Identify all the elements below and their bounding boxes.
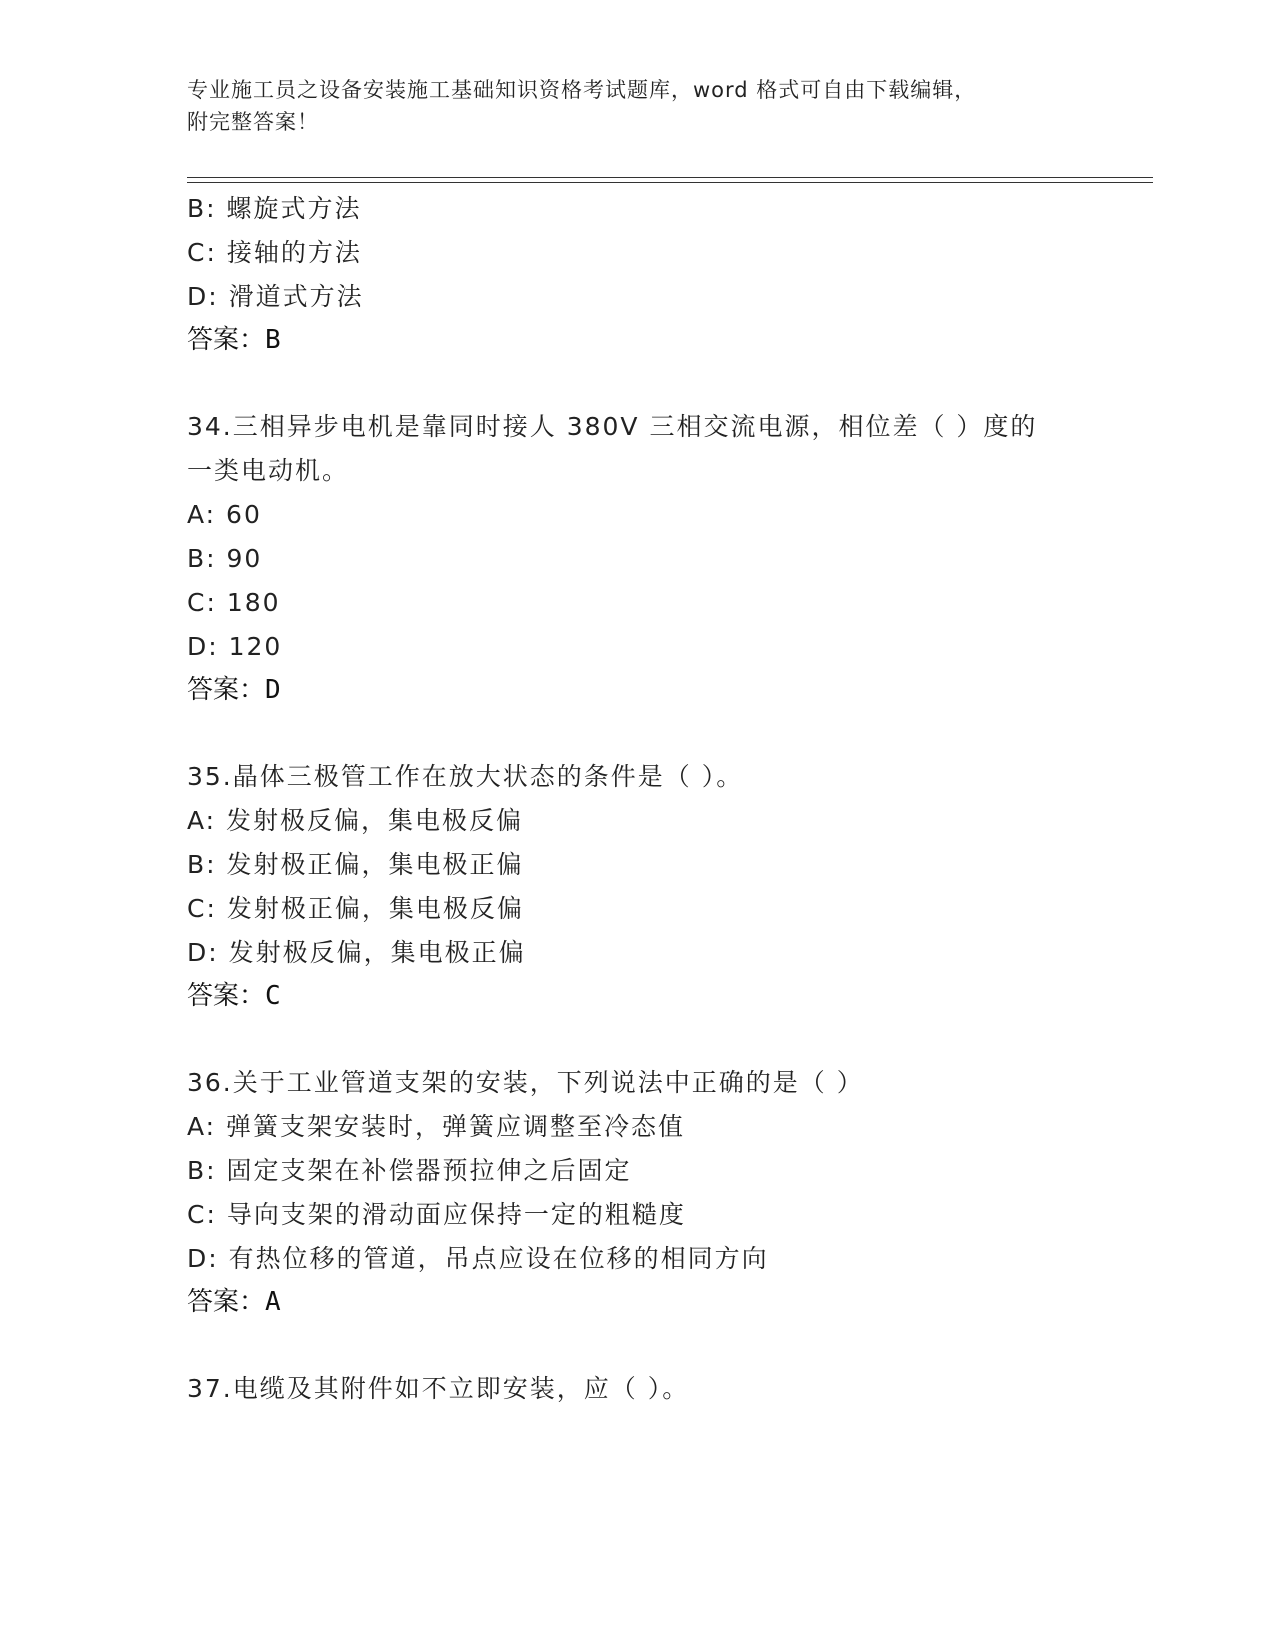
question-35-option-a: A: 发射极反偏，集电极反偏 <box>187 806 524 835</box>
answer-label: 答案： <box>187 1287 266 1317</box>
question-36-answer <box>187 1285 281 1319</box>
question-36-option-a: A: 弹簧支架安装时，弹簧应调整至冷态值 <box>187 1112 686 1141</box>
header-line-2: 附完整答案！ <box>187 110 319 134</box>
question-34-stem-line-1: 34.三相异步电机是靠同时接人 380V 三相交流电源，相位差（ ）度的 <box>187 412 1038 441</box>
question-35-option-c: C: 发射极正偏，集电极反偏 <box>187 894 524 923</box>
question-36-option-c: C: 导向支架的滑动面应保持一定的粗糙度 <box>187 1200 686 1229</box>
question-34-option-b: B: 90 <box>187 544 263 573</box>
answer-label: 答案： <box>187 325 266 355</box>
question-36-stem: 36.关于工业管道支架的安装，下列说法中正确的是（ ） <box>187 1068 864 1097</box>
option-c: C: 接轴的方法 <box>187 238 362 267</box>
header-divider-top <box>187 177 1153 178</box>
question-34-option-d: D: 120 <box>187 632 283 661</box>
header-divider-bottom <box>187 182 1153 183</box>
answer-value: D <box>265 675 281 705</box>
question-35-option-b: B: 发射极正偏，集电极正偏 <box>187 850 524 879</box>
document-header <box>187 74 1087 138</box>
answer-label: 答案： <box>187 675 266 705</box>
question-34-stem-line-2: 一类电动机。 <box>187 456 350 485</box>
header-line-1: 专业施工员之设备安装施工基础知识资格考试题库，word 格式可自由下载编辑， <box>187 78 977 102</box>
answer-value: B <box>265 325 281 355</box>
question-35-answer <box>187 979 281 1013</box>
question-36-option-d: D: 有热位移的管道，吊点应设在位移的相同方向 <box>187 1244 769 1273</box>
question-35-stem: 35.晶体三极管工作在放大状态的条件是（ ）。 <box>187 762 744 791</box>
question-37-stem: 37.电缆及其附件如不立即安装，应（ ）。 <box>187 1374 690 1403</box>
question-35-option-d: D: 发射极反偏，集电极正偏 <box>187 938 526 967</box>
question-34-option-a: A: 60 <box>187 500 262 529</box>
question-34-option-c: C: 180 <box>187 588 281 617</box>
answer-label: 答案： <box>187 981 266 1011</box>
option-d: D: 滑道式方法 <box>187 282 364 311</box>
answer-line <box>187 323 281 357</box>
answer-value: A <box>265 1287 281 1317</box>
question-34-answer <box>187 673 281 707</box>
question-36-option-b: B: 固定支架在补偿器预拉伸之后固定 <box>187 1156 632 1185</box>
option-b: B: 螺旋式方法 <box>187 194 362 223</box>
answer-value: C <box>265 981 281 1011</box>
